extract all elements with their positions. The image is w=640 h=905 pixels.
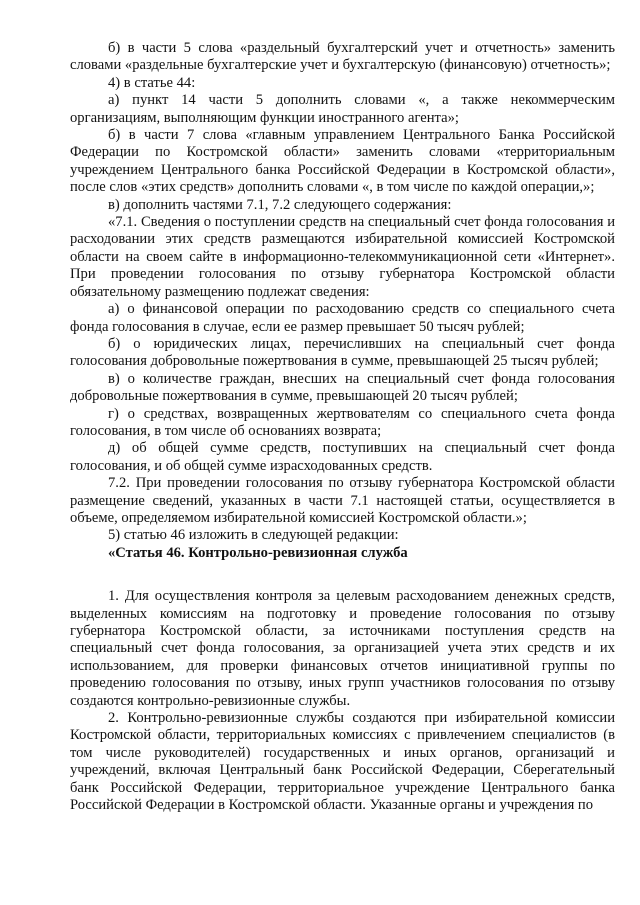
paragraph: 4) в статье 44: <box>108 74 196 91</box>
spacer <box>70 562 615 588</box>
text-block-top <box>70 40 615 814</box>
paragraph: 7.2. При проведении голосования по отзыву губернатора Костромской области размещение сведений, указанных в части 7.1 настоящей статьи, осуществляется в объеме, определяемом избирательной комиссией Костромской области.»; <box>70 475 615 526</box>
paragraph: б) о юридических лицах, перечисливших на специальный счет фонда голосования добровольные пожертвования в сумме, превышающей 25 тысяч рублей; <box>70 335 615 370</box>
paragraph: 2. Контрольно-ревизионные службы создаются при избирательной комиссии Костромской области, территориальных комиссиях с привлечением специалистов (в том числе руководителей) государственных и иных органов, организаций и учреждений, включая Центральный банк Российской Федерации, Сберегательный банк Российской Федерации, территориальное учреждение Центрального банка Российской Федерации в Костромской области. Указанные органы и учреждения по <box>70 710 615 814</box>
paragraph: б) в части 5 слова «раздельный бухгалтерский учет и отчетность» заменить словами «раздельные бухгалтерские учет и бухгалтерскую (финансовую) отчетность»; <box>70 40 615 74</box>
paragraph: «7.1. Сведения о поступлении средств на специальный счет фонда голосования и расходовании этих средств размещаются избирательной комиссией Костромской области на своем сайте в информационно-телекоммуникационной сети «Интернет». При проведении голосования по отзыву губернатора Костромской области обязательному размещению подлежат сведения: <box>70 214 615 300</box>
paragraph: а) о финансовой операции по расходованию средств со специального счета фонда голосования в случае, если ее размер превышает 50 тысяч рублей; <box>70 301 615 335</box>
article-heading: «Статья 46. Контрольно-ревизионная служба <box>108 544 408 561</box>
paragraph: а) пункт 14 части 5 дополнить словами «, а также некоммерческим организациям, выполняющим функции иностранного агента»; <box>70 92 615 126</box>
paragraph: г) о средствах, возвращенных жертвователям со специального счета фонда голосования, в том числе об основаниях возврата; <box>70 405 615 439</box>
paragraph: в) о количестве граждан, внесших на специальный счет фонда голосования добровольные пожертвования в сумме, превышающей 20 тысяч рублей; <box>70 370 615 405</box>
paragraph: д) об общей сумме средств, поступивших на специальный счет фонда голосования, и об общей сумме израсходованных средств. <box>70 440 615 474</box>
paragraph: в) дополнить частями 7.1, 7.2 следующего содержания: <box>108 196 452 213</box>
paragraph: 5) статью 46 изложить в следующей редакции: <box>108 527 399 544</box>
paragraph: 1. Для осуществления контроля за целевым расходованием денежных средств, выделенных комиссиям на подготовку и проведение голосования по отзыву губернатора Костромской области, за источниками поступления средств на специальный счет фонда голосования, за организацией учета этих средств и их использованием, для проверки финансовых отчетов инициативной группы по проведению голосования по отзыву, иных групп участников голосования по отзыву создаются контрольно-ревизионные службы. <box>70 588 615 709</box>
paragraph: б) в части 7 слова «главным управлением Центрального Банка Российской Федерации по Костромской области» заменить словами «территориальным учреждением Центрального банка Российской Федерации в Костромской области», после слов «этих средств» дополнить словами «, в том числе по каждой операции,»; <box>70 127 615 196</box>
